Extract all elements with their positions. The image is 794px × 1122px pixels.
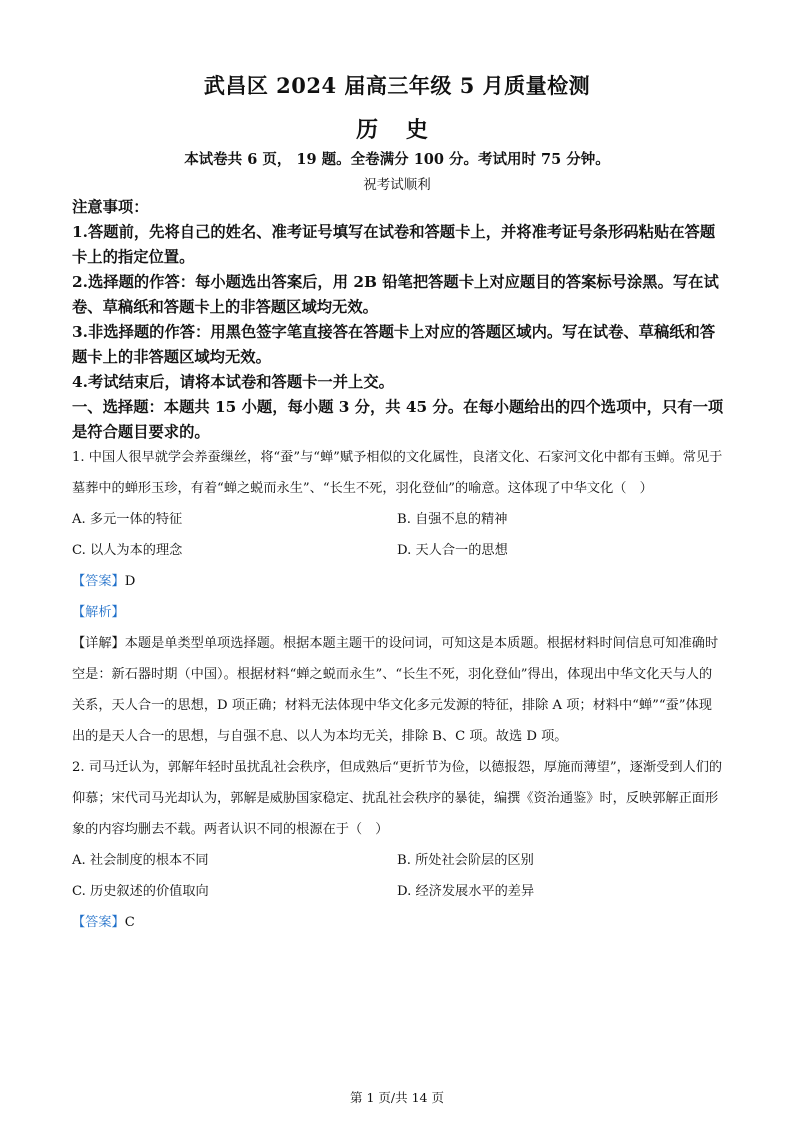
subject-title: 历 史 (356, 117, 438, 143)
answer-line (72, 566, 724, 597)
question-2 (72, 752, 724, 938)
answer-value: D (124, 574, 136, 589)
option-c: C. 以人为本的理念 (72, 543, 183, 558)
exam-title: 武昌区 2024 届高三年级 5 月质量检测 (203, 73, 591, 98)
question-stem: 1. 中国人很早就学会养蚕缫丝，将“蚕”与“蝉”赋予相似的文化属性，良渚文化、石家河文化中都有玉蝉。常见于墓葬中的蝉形玉珍，有着“蝉之蜕而永生”、“长生不死，羽化登仙”的喻意。这体现了中华文化（ ） (72, 450, 723, 496)
options-grid (72, 845, 724, 907)
option-d: D. 经济发展水平的差异 (397, 884, 535, 899)
option-b: B. 自强不息的精神 (397, 512, 508, 527)
note-item: 3.非选择题的作答：用黑色签字笔直接答在答题卡上对应的答题区域内。写在试卷、草稿纸和答题卡上的非答题区域均无效。 (72, 323, 716, 366)
question-1 (72, 442, 724, 752)
question-stem: 2. 司马迁认为，郭解年轻时虽扰乱社会秩序，但成熟后“更折节为俭，以德报怨，厚施而薄望”，逐渐受到人们的仰慕；宋代司马光却认为，郭解是威胁国家稳定、扰乱社会秩序的暴徒，编撰《资治通鉴》时，反映郭解正面形象的内容均删去不载。两者认识不同的根源在于（ ） (72, 760, 723, 837)
page-footer: 第 1 页/共 14 页 (350, 1090, 444, 1105)
answer-tag: 【答案】 (72, 574, 125, 589)
note-item: 1.答题前，先将自己的姓名、准考证号填写在试卷和答题卡上，并将准考证号条形码粘贴在答题卡上的指定位置。 (72, 223, 716, 266)
option-a: A. 社会制度的根本不同 (72, 853, 209, 868)
detail-text: 本题是单类型单项选择题。根据本题主题干的设问词，可知这是本质题。根据材料时间信息可知准确时空是：新石器时期（中国）。根据材料“蝉之蜕而永生”、“长生不死，羽化登仙”得出，体现出中华文化天与人的关系，天人合一的思想，D 项正确；材料无法体现中华文化多元发源的特征，排除 A 项；材料中“蝉”“蚕”体现出的是天人合一的思想，与自强不息、以人为本均无关，排除 B、C 项。故选 D 项。 (72, 636, 719, 744)
answer-value: C (124, 915, 135, 930)
answer-line (72, 907, 724, 938)
option-b: B. 所处社会阶层的区别 (397, 853, 534, 868)
exam-info: 本试卷共 6 页， 19 题。全卷满分 100 分。考试用时 75 分钟。 (184, 151, 610, 168)
note-item: 4.考试结束后，请将本试卷和答题卡一并上交。 (72, 373, 394, 391)
analysis-tag: 【解析】 (72, 605, 125, 620)
option-d: D. 天人合一的思想 (397, 543, 508, 558)
option-a: A. 多元一体的特征 (72, 512, 183, 527)
analysis-line (72, 597, 724, 628)
questions-area (72, 442, 724, 938)
answer-tag: 【答案】 (72, 915, 125, 930)
section-heading: 一、选择题：本题共 15 小题，每小题 3 分，共 45 分。在每小题给出的四个选项中，只有一项是符合题目要求的。 (72, 398, 724, 441)
exam-wish: 祝考试顺利 (363, 177, 431, 193)
notes-section (72, 195, 724, 445)
options-grid (72, 504, 724, 566)
note-item: 2.选择题的作答：每小题选出答案后，用 2B 铅笔把答题卡上对应题目的答案标号涂黑。写在试卷、草稿纸和答题卡上的非答题区域均无效。 (72, 273, 719, 316)
notes-heading: 注意事项： (72, 198, 149, 216)
detail-paragraph (72, 628, 724, 752)
detail-tag: 【详解】 (72, 636, 125, 651)
option-c: C. 历史叙述的价值取向 (72, 884, 209, 899)
